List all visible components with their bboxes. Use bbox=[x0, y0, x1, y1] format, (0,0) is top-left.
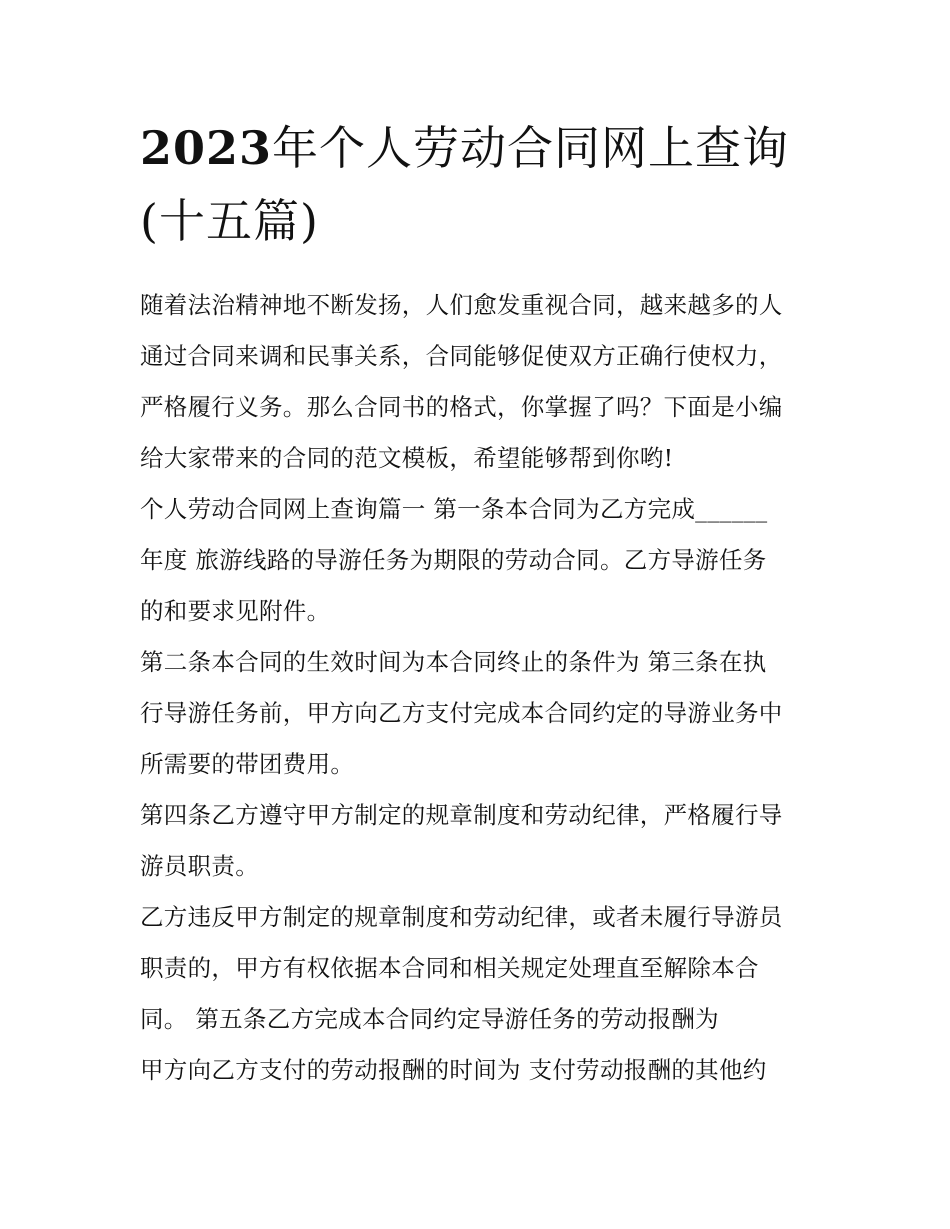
paragraph-article-4 bbox=[140, 790, 815, 892]
text-line: 严格履行义务。那么合同书的格式，你掌握了吗？下面是小编 bbox=[140, 393, 783, 421]
text-line: 职责的，甲方有权依据本合同和相关规定处理直至解除本合 bbox=[140, 954, 759, 982]
paragraph-article-5 bbox=[140, 892, 815, 1096]
title-text: 年个人劳动合同网上查询 bbox=[272, 121, 790, 175]
text-line: 第四条乙方遵守甲方制定的规章制度和劳动纪律，严格履行导 bbox=[140, 801, 783, 829]
text-line: 甲方向乙方支付的劳动报酬的时间为 支付劳动报酬的其他约 bbox=[140, 1056, 767, 1084]
title-subtitle: (十五篇) bbox=[140, 194, 319, 248]
document-title bbox=[140, 112, 815, 258]
text-line: 所需要的带团费用。 bbox=[140, 750, 355, 778]
text-line: 年度 旅游线路的导游任务为期限的劳动合同。乙方导游任务 bbox=[140, 546, 767, 574]
text-line: 个人劳动合同网上查询篇一 第一条本合同为乙方完成______ bbox=[140, 495, 768, 523]
title-line-2 bbox=[140, 185, 815, 258]
paragraph-article-2-3 bbox=[140, 637, 815, 790]
text-line: 第二条本合同的生效时间为本合同终止的条件为 第三条在执 bbox=[140, 648, 767, 676]
text-line: 行导游任务前，甲方向乙方支付完成本合同约定的导游业务中 bbox=[140, 699, 783, 727]
title-line-1 bbox=[140, 112, 815, 185]
paragraph-intro bbox=[140, 280, 815, 484]
text-line: 随着法治精神地不断发扬，人们愈发重视合同，越来越多的人 bbox=[140, 291, 783, 319]
text-line: 同。 第五条乙方完成本合同约定导游任务的劳动报酬为 bbox=[140, 1005, 719, 1033]
text-line: 游员职责。 bbox=[140, 852, 259, 880]
title-year: 2023 bbox=[140, 121, 273, 175]
text-line: 的和要求见附件。 bbox=[140, 597, 331, 625]
paragraph-article-1 bbox=[140, 484, 815, 637]
document-body bbox=[140, 280, 815, 1096]
text-line: 乙方违反甲方制定的规章制度和劳动纪律，或者未履行导游员 bbox=[140, 903, 783, 931]
text-line: 通过合同来调和民事关系，合同能够促使双方正确行使权力， bbox=[140, 342, 783, 370]
document-page bbox=[140, 112, 815, 1096]
text-line: 给大家带来的合同的范文模板，希望能够帮到你哟! bbox=[140, 444, 674, 472]
